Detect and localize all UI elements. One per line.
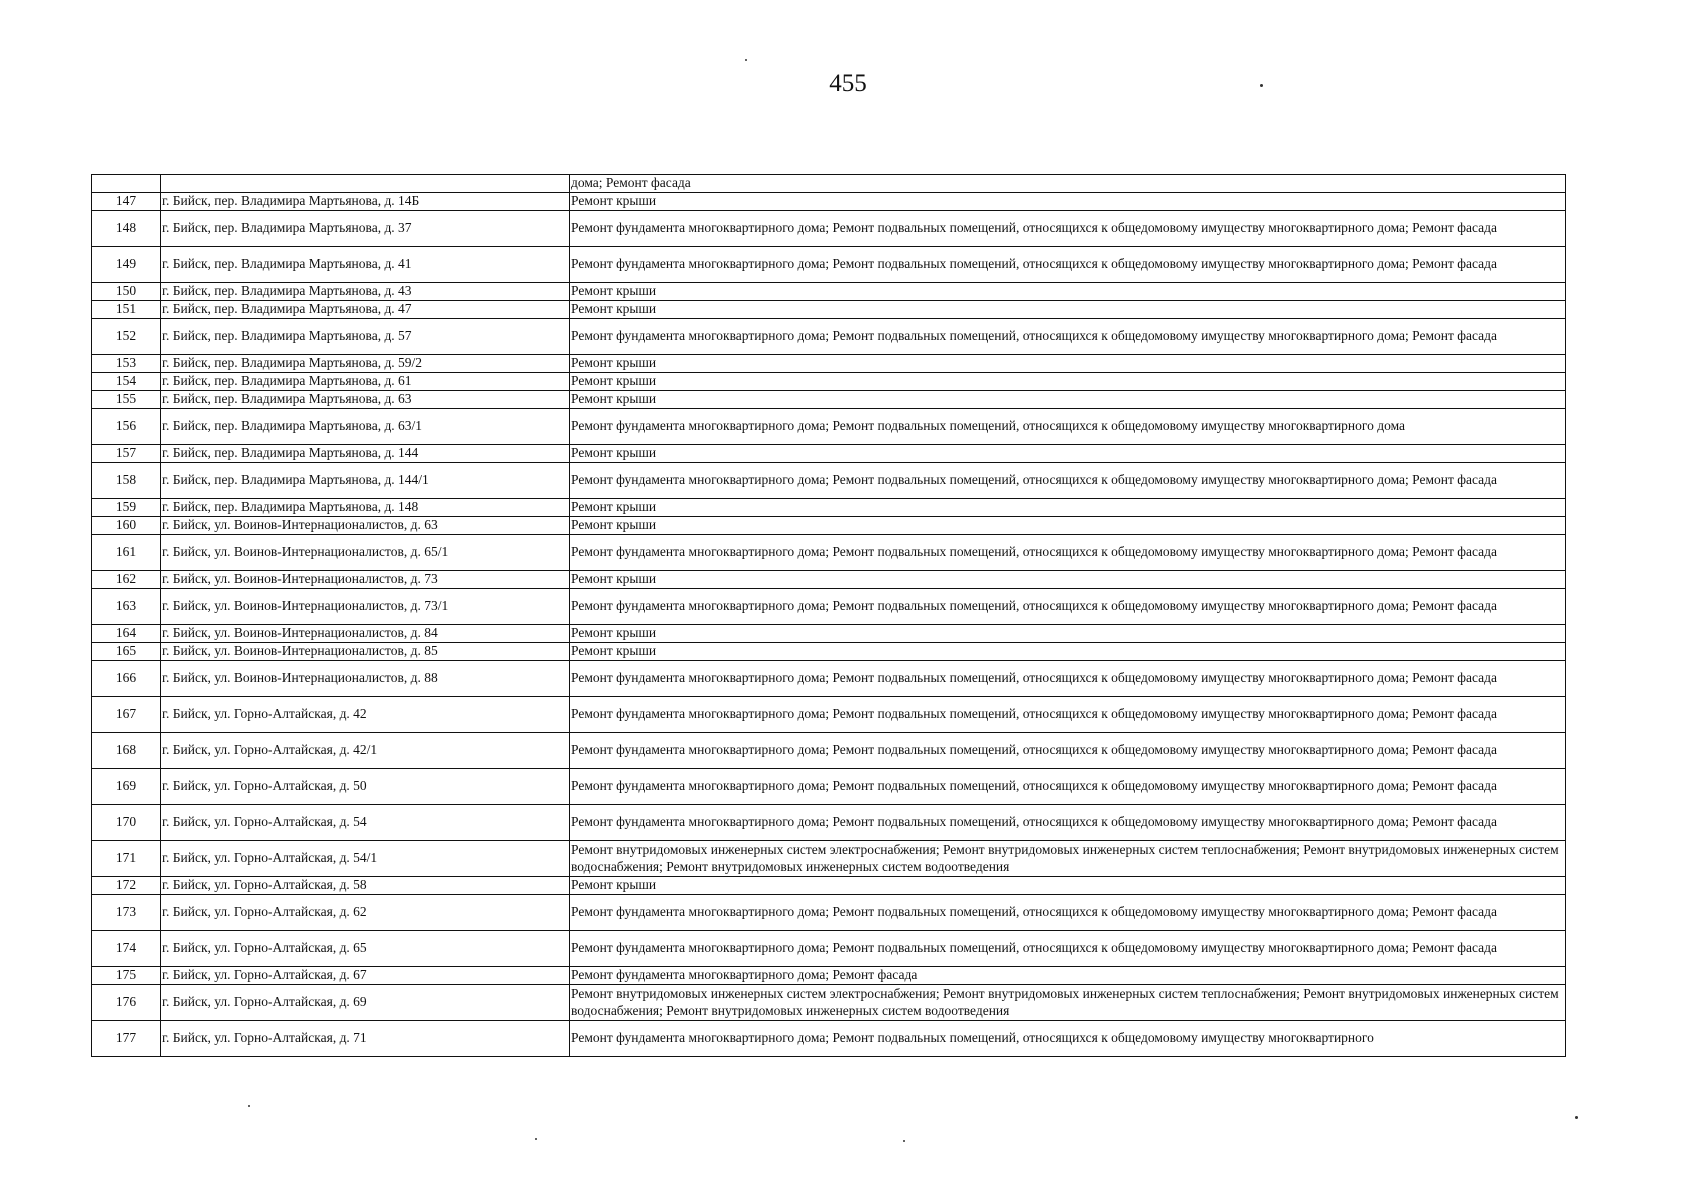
table-row <box>92 355 1566 373</box>
table-row <box>92 301 1566 319</box>
address-cell: г. Бийск, пер. Владимира Мартьянова, д. 47 <box>161 301 570 319</box>
works-cell: Ремонт крыши <box>570 499 1566 517</box>
address-cell: г. Бийск, ул. Горно-Алтайская, д. 69 <box>161 985 570 1021</box>
row-number-cell: 151 <box>92 301 161 319</box>
table-row <box>92 805 1566 841</box>
works-cell: Ремонт фундамента многоквартирного дома; Ремонт подвальных помещений, относящихся к общедомовому имуществу многоквартирного дома; Ремонт фасада <box>570 769 1566 805</box>
works-cell: Ремонт крыши <box>570 517 1566 535</box>
row-number-cell: 155 <box>92 391 161 409</box>
works-cell: Ремонт крыши <box>570 193 1566 211</box>
works-cell: Ремонт фундамента многоквартирного дома; Ремонт подвальных помещений, относящихся к общедомовому имуществу многоквартирного дома; Ремонт фасада <box>570 535 1566 571</box>
works-cell: Ремонт крыши <box>570 625 1566 643</box>
table-row <box>92 877 1566 895</box>
row-number-cell: 164 <box>92 625 161 643</box>
works-cell: Ремонт фундамента многоквартирного дома; Ремонт подвальных помещений, относящихся к общедомовому имуществу многоквартирного <box>570 1021 1566 1057</box>
table-row <box>92 373 1566 391</box>
works-cell: дома; Ремонт фасада <box>570 175 1566 193</box>
scan-speck <box>1260 84 1263 87</box>
scan-speck <box>535 1138 537 1140</box>
row-number-cell: 149 <box>92 247 161 283</box>
address-cell: г. Бийск, ул. Горно-Алтайская, д. 42 <box>161 697 570 733</box>
works-cell: Ремонт крыши <box>570 355 1566 373</box>
works-cell: Ремонт крыши <box>570 445 1566 463</box>
address-cell: г. Бийск, пер. Владимира Мартьянова, д. 63/1 <box>161 409 570 445</box>
address-cell: г. Бийск, пер. Владимира Мартьянова, д. 144/1 <box>161 463 570 499</box>
table-row <box>92 697 1566 733</box>
works-cell: Ремонт крыши <box>570 571 1566 589</box>
address-cell: г. Бийск, пер. Владимира Мартьянова, д. 61 <box>161 373 570 391</box>
page-number: 455 <box>829 70 867 97</box>
address-cell: г. Бийск, ул. Горно-Алтайская, д. 42/1 <box>161 733 570 769</box>
address-cell: г. Бийск, пер. Владимира Мартьянова, д. 14Б <box>161 193 570 211</box>
table-row <box>92 517 1566 535</box>
address-cell: г. Бийск, ул. Горно-Алтайская, д. 71 <box>161 1021 570 1057</box>
row-number-cell: 165 <box>92 643 161 661</box>
table-row <box>92 283 1566 301</box>
works-cell: Ремонт фундамента многоквартирного дома; Ремонт подвальных помещений, относящихся к общедомовому имуществу многоквартирного дома; Ремонт фасада <box>570 931 1566 967</box>
table-row <box>92 841 1566 877</box>
table-body <box>92 175 1566 1057</box>
row-number-cell: 162 <box>92 571 161 589</box>
address-cell: г. Бийск, ул. Горно-Алтайская, д. 65 <box>161 931 570 967</box>
table-row <box>92 733 1566 769</box>
row-number-cell: 161 <box>92 535 161 571</box>
table-row <box>92 211 1566 247</box>
row-number-cell: 150 <box>92 283 161 301</box>
address-cell: г. Бийск, ул. Горно-Алтайская, д. 62 <box>161 895 570 931</box>
address-cell: г. Бийск, ул. Горно-Алтайская, д. 50 <box>161 769 570 805</box>
address-cell: г. Бийск, ул. Воинов-Интернационалистов, д. 88 <box>161 661 570 697</box>
table-row-continuation <box>92 175 1566 193</box>
table-row <box>92 985 1566 1021</box>
address-cell: г. Бийск, пер. Владимира Мартьянова, д. 148 <box>161 499 570 517</box>
table-row <box>92 463 1566 499</box>
works-cell: Ремонт фундамента многоквартирного дома; Ремонт подвальных помещений, относящихся к общедомовому имуществу многоквартирного дома; Ремонт фасада <box>570 733 1566 769</box>
row-number-cell: 171 <box>92 841 161 877</box>
works-cell: Ремонт фундамента многоквартирного дома; Ремонт подвальных помещений, относящихся к общедомовому имуществу многоквартирного дома; Ремонт фасада <box>570 805 1566 841</box>
address-cell: г. Бийск, ул. Горно-Алтайская, д. 58 <box>161 877 570 895</box>
works-cell: Ремонт внутридомовых инженерных систем электроснабжения; Ремонт внутридомовых инженерных систем теплоснабжения; Ремонт внутридомовых инженерных систем водоснабжения; Ремонт внутридомовых инженерных систем водоотведения <box>570 985 1566 1021</box>
works-cell: Ремонт фундамента многоквартирного дома; Ремонт подвальных помещений, относящихся к общедомовому имуществу многоквартирного дома; Ремонт фасада <box>570 211 1566 247</box>
scan-speck <box>745 59 747 61</box>
address-cell: г. Бийск, пер. Владимира Мартьянова, д. 41 <box>161 247 570 283</box>
works-cell: Ремонт фундамента многоквартирного дома; Ремонт подвальных помещений, относящихся к общедомовому имуществу многоквартирного дома; Ремонт фасада <box>570 895 1566 931</box>
row-number-cell: 166 <box>92 661 161 697</box>
table-row <box>92 319 1566 355</box>
works-cell: Ремонт фундамента многоквартирного дома; Ремонт подвальных помещений, относящихся к общедомовому имуществу многоквартирного дома; Ремонт фасада <box>570 589 1566 625</box>
row-number-cell: 158 <box>92 463 161 499</box>
row-number-cell: 160 <box>92 517 161 535</box>
table-row <box>92 445 1566 463</box>
address-cell: г. Бийск, ул. Воинов-Интернационалистов, д. 65/1 <box>161 535 570 571</box>
row-number-cell: 172 <box>92 877 161 895</box>
table-row <box>92 931 1566 967</box>
address-cell: г. Бийск, ул. Воинов-Интернационалистов, д. 63 <box>161 517 570 535</box>
scan-speck <box>903 1140 905 1142</box>
row-number-cell: 156 <box>92 409 161 445</box>
row-number-cell: 170 <box>92 805 161 841</box>
address-cell: г. Бийск, ул. Воинов-Интернационалистов, д. 73/1 <box>161 589 570 625</box>
address-cell: г. Бийск, пер. Владимира Мартьянова, д. 57 <box>161 319 570 355</box>
address-cell <box>161 175 570 193</box>
scan-speck <box>1575 1116 1578 1119</box>
works-cell: Ремонт фундамента многоквартирного дома; Ремонт подвальных помещений, относящихся к общедомовому имуществу многоквартирного дома; Ремонт фасада <box>570 697 1566 733</box>
works-cell: Ремонт крыши <box>570 373 1566 391</box>
row-number-cell: 153 <box>92 355 161 373</box>
table-row <box>92 643 1566 661</box>
table-row <box>92 967 1566 985</box>
works-cell: Ремонт внутридомовых инженерных систем электроснабжения; Ремонт внутридомовых инженерных систем теплоснабжения; Ремонт внутридомовых инженерных систем водоснабжения; Ремонт внутридомовых инженерных систем водоотведения <box>570 841 1566 877</box>
row-number-cell: 148 <box>92 211 161 247</box>
row-number-cell: 168 <box>92 733 161 769</box>
works-cell: Ремонт фундамента многоквартирного дома; Ремонт фасада <box>570 967 1566 985</box>
works-cell: Ремонт крыши <box>570 877 1566 895</box>
row-number-cell: 169 <box>92 769 161 805</box>
scan-speck <box>248 1105 250 1107</box>
table-row <box>92 571 1566 589</box>
table-row <box>92 769 1566 805</box>
works-cell: Ремонт крыши <box>570 391 1566 409</box>
repair-works-table <box>91 174 1566 1057</box>
works-cell: Ремонт крыши <box>570 643 1566 661</box>
row-number-cell: 163 <box>92 589 161 625</box>
row-number-cell: 175 <box>92 967 161 985</box>
table-row <box>92 409 1566 445</box>
table-row <box>92 895 1566 931</box>
table-row <box>92 625 1566 643</box>
address-cell: г. Бийск, ул. Горно-Алтайская, д. 54 <box>161 805 570 841</box>
works-cell: Ремонт фундамента многоквартирного дома; Ремонт подвальных помещений, относящихся к общедомовому имуществу многоквартирного дома; Ремонт фасада <box>570 463 1566 499</box>
address-cell: г. Бийск, ул. Воинов-Интернационалистов, д. 73 <box>161 571 570 589</box>
works-cell: Ремонт фундамента многоквартирного дома; Ремонт подвальных помещений, относящихся к общедомовому имуществу многоквартирного дома; Ремонт фасада <box>570 319 1566 355</box>
address-cell: г. Бийск, пер. Владимира Мартьянова, д. 63 <box>161 391 570 409</box>
address-cell: г. Бийск, пер. Владимира Мартьянова, д. 144 <box>161 445 570 463</box>
address-cell: г. Бийск, пер. Владимира Мартьянова, д. 43 <box>161 283 570 301</box>
address-cell: г. Бийск, ул. Горно-Алтайская, д. 67 <box>161 967 570 985</box>
table-row <box>92 1021 1566 1057</box>
table-row <box>92 499 1566 517</box>
address-cell: г. Бийск, ул. Воинов-Интернационалистов, д. 84 <box>161 625 570 643</box>
row-number-cell: 147 <box>92 193 161 211</box>
table-row <box>92 589 1566 625</box>
row-number-cell: 152 <box>92 319 161 355</box>
row-number-cell <box>92 175 161 193</box>
address-cell: г. Бийск, ул. Воинов-Интернационалистов, д. 85 <box>161 643 570 661</box>
works-cell: Ремонт фундамента многоквартирного дома; Ремонт подвальных помещений, относящихся к общедомовому имуществу многоквартирного дома <box>570 409 1566 445</box>
works-cell: Ремонт крыши <box>570 301 1566 319</box>
works-cell: Ремонт крыши <box>570 283 1566 301</box>
works-cell: Ремонт фундамента многоквартирного дома; Ремонт подвальных помещений, относящихся к общедомовому имуществу многоквартирного дома; Ремонт фасада <box>570 661 1566 697</box>
row-number-cell: 173 <box>92 895 161 931</box>
works-cell: Ремонт фундамента многоквартирного дома; Ремонт подвальных помещений, относящихся к общедомовому имуществу многоквартирного дома; Ремонт фасада <box>570 247 1566 283</box>
row-number-cell: 154 <box>92 373 161 391</box>
row-number-cell: 176 <box>92 985 161 1021</box>
table-row <box>92 193 1566 211</box>
row-number-cell: 167 <box>92 697 161 733</box>
table-row <box>92 661 1566 697</box>
row-number-cell: 174 <box>92 931 161 967</box>
address-cell: г. Бийск, ул. Горно-Алтайская, д. 54/1 <box>161 841 570 877</box>
address-cell: г. Бийск, пер. Владимира Мартьянова, д. 37 <box>161 211 570 247</box>
row-number-cell: 177 <box>92 1021 161 1057</box>
table-row <box>92 535 1566 571</box>
row-number-cell: 157 <box>92 445 161 463</box>
table-row <box>92 391 1566 409</box>
address-cell: г. Бийск, пер. Владимира Мартьянова, д. 59/2 <box>161 355 570 373</box>
table-row <box>92 247 1566 283</box>
row-number-cell: 159 <box>92 499 161 517</box>
